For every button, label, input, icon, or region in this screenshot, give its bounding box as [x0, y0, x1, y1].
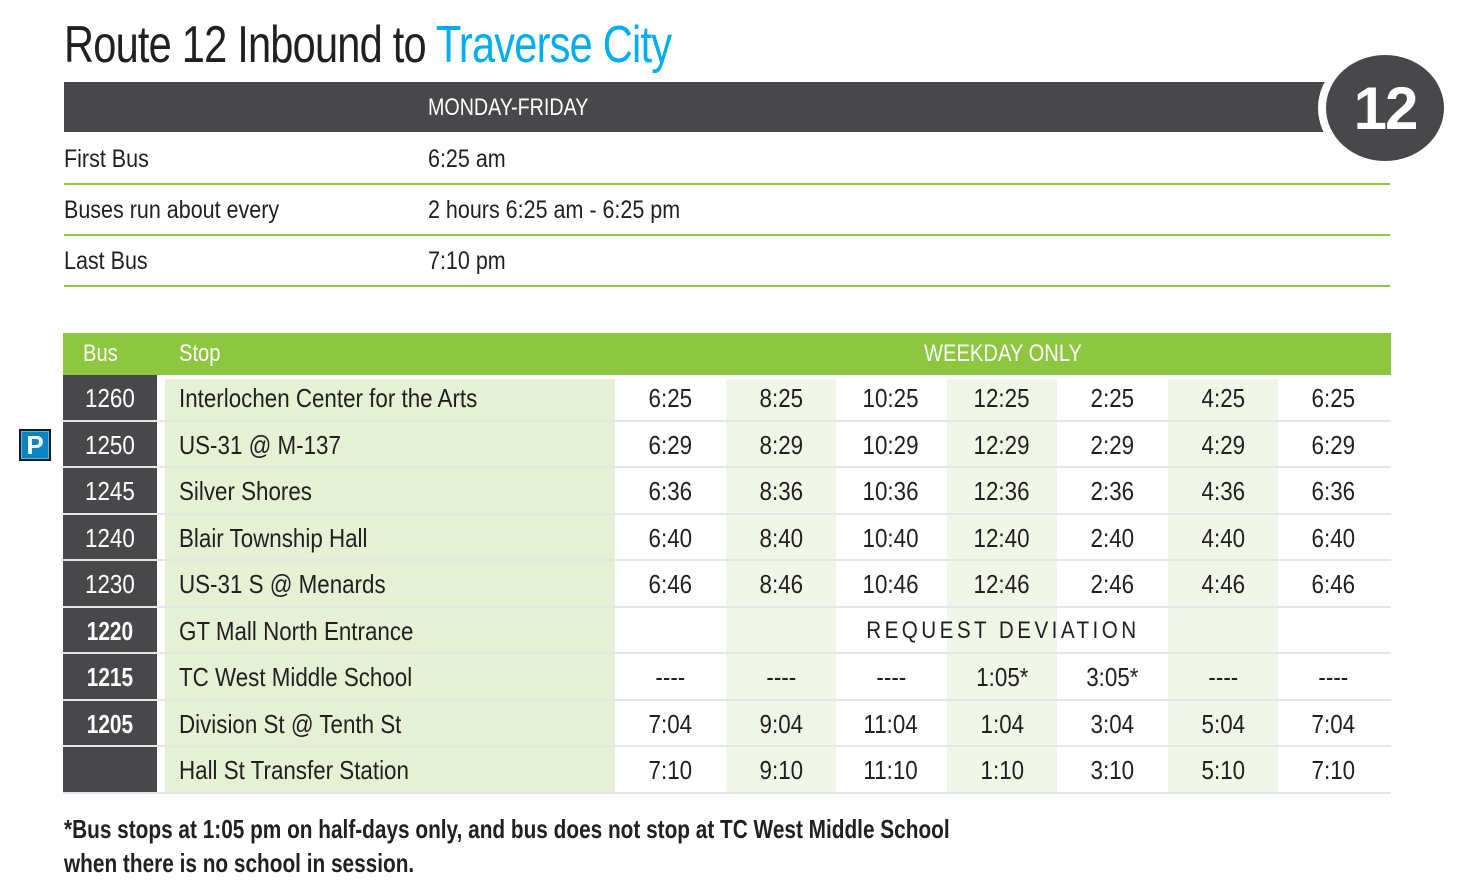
departure-time: [836, 701, 946, 747]
header-stop: Stop: [179, 340, 221, 367]
summary-value: 7:10 pm: [428, 247, 506, 275]
departure-time: [726, 422, 836, 468]
service-days-label: MONDAY-FRIDAY: [428, 94, 589, 121]
departure-time-text: ----: [876, 662, 906, 692]
departure-time-text: 12:40: [974, 522, 1030, 553]
departure-time: [1168, 701, 1278, 747]
departure-time: [615, 747, 725, 793]
departure-time-text: 2:29: [1090, 429, 1134, 460]
footnote-line-1: *Bus stops at 1:05 pm on half-days only, and bus does not stop at TC West Middle School: [64, 814, 950, 844]
departure-time: [726, 468, 836, 514]
departure-time: [836, 747, 946, 793]
page-title: [64, 12, 671, 78]
schedule-table: [26, 333, 1391, 794]
departure-time: [1057, 422, 1167, 468]
departure-time-text: 4:40: [1201, 522, 1245, 553]
departure-time-text: 12:25: [974, 383, 1030, 413]
departure-time: [1168, 468, 1278, 514]
park-and-ride-icon: P: [19, 429, 51, 461]
departure-time: [1168, 422, 1278, 468]
stop-name: GT Mall North Entrance: [179, 615, 414, 646]
departure-time: [1057, 654, 1167, 700]
bus-stop-id-text: 1220: [86, 615, 134, 646]
departure-time-text: 4:36: [1201, 476, 1245, 506]
departure-time-text: ----: [766, 662, 796, 692]
bus-stop-id-text: 1230: [85, 569, 135, 599]
bus-stop-id: [63, 701, 157, 746]
departure-time-text: 12:36: [974, 476, 1030, 506]
departure-time-text: 5:04: [1201, 708, 1245, 739]
bus-stop-id: [63, 422, 157, 467]
departure-time: [1168, 561, 1278, 607]
bus-stop-id: [63, 654, 157, 699]
departure-time: [1057, 701, 1167, 747]
departure-time-text: 1:04: [980, 708, 1024, 739]
header-bus: Bus: [83, 340, 118, 367]
departure-time: [1278, 747, 1388, 793]
departure-time: [836, 422, 946, 468]
service-days-bar: [64, 82, 1364, 132]
departure-time: [615, 654, 725, 700]
request-deviation-note: [615, 608, 1391, 654]
departure-time-text: ----: [1208, 662, 1238, 692]
departure-time-text: 8:29: [759, 429, 803, 460]
route-number: 12: [1353, 74, 1417, 142]
title-prefix: Route 12 Inbound to: [64, 16, 426, 74]
departure-time-text: 6:29: [1311, 429, 1355, 460]
departure-time: [726, 515, 836, 561]
stop-name: US-31 S @ Menards: [179, 569, 386, 599]
departure-time: [836, 561, 946, 607]
summary-value: 6:25 am: [428, 145, 506, 173]
footnote-line-2: when there is no school in session.: [64, 848, 415, 878]
departure-time: [1278, 561, 1388, 607]
table-row: [63, 515, 1391, 562]
departure-time-text: 1:05*: [975, 662, 1029, 692]
departure-time-text: 11:10: [863, 755, 919, 785]
departure-time: [836, 654, 946, 700]
departure-time-text: 7:10: [648, 755, 692, 785]
departure-time: [947, 747, 1057, 793]
departure-time: [726, 701, 836, 747]
departure-time: [1278, 375, 1388, 421]
departure-time-text: 6:40: [648, 522, 692, 553]
table-row: [63, 375, 1391, 422]
departure-time-text: 10:29: [863, 429, 919, 460]
departure-time: [615, 561, 725, 607]
departure-time: [947, 561, 1057, 607]
departure-time-text: 10:25: [863, 383, 919, 413]
departure-time-text: 6:46: [1311, 569, 1355, 599]
stop-name: TC West Middle School: [179, 662, 413, 692]
departure-time-text: 8:40: [759, 522, 803, 553]
departure-time: [1278, 468, 1388, 514]
bus-stop-id-text: 1260: [85, 383, 135, 413]
departure-time-text: 2:46: [1090, 569, 1134, 599]
bus-stop-id-text: 1215: [86, 662, 134, 692]
summary-label: First Bus: [64, 145, 149, 173]
departure-time-text: 6:36: [1311, 476, 1355, 506]
departure-time: [1168, 375, 1278, 421]
table-row: [63, 561, 1391, 608]
departure-time: [1168, 654, 1278, 700]
stop-name: Silver Shores: [179, 476, 312, 506]
departure-time: [1057, 515, 1167, 561]
departure-time-text: 12:46: [974, 569, 1030, 599]
departure-time: [1278, 701, 1388, 747]
departure-time-text: 5:10: [1201, 755, 1245, 785]
schedule-header-row: [63, 333, 1391, 375]
table-row: [63, 608, 1391, 655]
request-deviation-text: REQUEST DEVIATION: [866, 616, 1140, 644]
footnote: [64, 812, 1364, 880]
bus-stop-id-text: 1250: [85, 429, 135, 460]
bus-stop-id: [63, 747, 157, 792]
departure-time-text: 4:25: [1201, 383, 1245, 413]
summary-label: Last Bus: [64, 247, 148, 275]
departure-time-text: 10:36: [863, 476, 919, 506]
departure-time: [1168, 515, 1278, 561]
bus-stop-id: [63, 608, 157, 653]
departure-time-text: ----: [1318, 662, 1348, 692]
departure-time-text: 4:46: [1201, 569, 1245, 599]
bus-stop-id-text: 1245: [85, 476, 135, 506]
departure-time-text: 1:10: [980, 755, 1024, 785]
departure-time-text: 8:36: [759, 476, 803, 506]
departure-time: [947, 375, 1057, 421]
departure-time-text: 3:05*: [1085, 662, 1139, 692]
departure-time: [726, 561, 836, 607]
departure-time: [947, 515, 1057, 561]
departure-time-text: 6:40: [1311, 522, 1355, 553]
stop-name: Division St @ Tenth St: [179, 708, 402, 739]
departure-time: [1057, 375, 1167, 421]
departure-time-text: 7:04: [648, 708, 692, 739]
departure-time-text: 9:10: [759, 755, 803, 785]
departure-time-text: 10:40: [863, 522, 919, 553]
departure-time-text: 12:29: [974, 429, 1030, 460]
departure-time: [726, 747, 836, 793]
departure-time: [1278, 515, 1388, 561]
departure-time: [947, 468, 1057, 514]
bus-stop-id-text: 1205: [86, 708, 134, 739]
departure-time: [1057, 561, 1167, 607]
bus-stop-id: [63, 561, 157, 606]
departure-time-text: 8:25: [759, 383, 803, 413]
table-row: [26, 422, 1391, 469]
departure-time: [836, 468, 946, 514]
departure-time-text: 2:40: [1090, 522, 1134, 553]
stop-name: US-31 @ M-137: [179, 429, 341, 460]
summary-row-last-bus: [64, 236, 1390, 287]
departure-time: [1168, 747, 1278, 793]
departure-time-text: 2:36: [1090, 476, 1134, 506]
departure-time-text: 6:29: [648, 429, 692, 460]
summary-row-first-bus: [64, 134, 1390, 185]
table-row: [63, 654, 1391, 701]
departure-time: [726, 375, 836, 421]
summary-row-frequency: [64, 185, 1390, 236]
departure-time: [836, 515, 946, 561]
service-summary: [64, 134, 1390, 287]
departure-time-text: 7:04: [1311, 708, 1355, 739]
departure-time-text: 8:46: [759, 569, 803, 599]
table-row: [63, 468, 1391, 515]
bus-stop-id: [63, 515, 157, 560]
departure-time-text: 10:46: [863, 569, 919, 599]
departure-time-text: 6:25: [648, 383, 692, 413]
departure-time: [615, 468, 725, 514]
departure-time-text: 4:29: [1201, 429, 1245, 460]
title-destination: Traverse City: [435, 16, 672, 74]
departure-time: [947, 654, 1057, 700]
stop-name: Interlochen Center for the Arts: [179, 383, 478, 413]
departure-time: [726, 654, 836, 700]
schedule-body: [26, 375, 1391, 794]
bus-stop-id: [63, 468, 157, 513]
departure-time: [615, 422, 725, 468]
departure-time-text: ----: [655, 662, 685, 692]
table-row: [63, 701, 1391, 748]
stop-name: Blair Township Hall: [179, 522, 368, 553]
departure-time-text: 6:46: [648, 569, 692, 599]
stop-name: Hall St Transfer Station: [179, 755, 409, 785]
departure-time-text: 3:04: [1090, 708, 1134, 739]
departure-time: [615, 701, 725, 747]
departure-time: [836, 375, 946, 421]
bus-stop-id: [63, 375, 157, 420]
departure-time-text: 6:25: [1311, 383, 1355, 413]
summary-value: 2 hours 6:25 am - 6:25 pm: [428, 196, 681, 224]
departure-time-text: 2:25: [1090, 383, 1134, 413]
departure-time: [947, 422, 1057, 468]
summary-label: Buses run about every: [64, 196, 280, 224]
departure-time: [947, 701, 1057, 747]
departure-time-text: 6:36: [648, 476, 692, 506]
departure-time-text: 9:04: [759, 708, 803, 739]
departure-time-text: 7:10: [1311, 755, 1355, 785]
departure-time: [1057, 747, 1167, 793]
header-weekday-only: WEEKDAY ONLY: [924, 340, 1082, 367]
departure-time: [615, 515, 725, 561]
departure-time-text: 3:10: [1090, 755, 1134, 785]
departure-time: [1057, 468, 1167, 514]
table-row: [63, 747, 1391, 794]
departure-time: [1278, 422, 1388, 468]
departure-time: [1278, 654, 1388, 700]
departure-time-text: 11:04: [863, 708, 919, 739]
bus-stop-id-text: 1240: [85, 522, 135, 553]
departure-time: [615, 375, 725, 421]
